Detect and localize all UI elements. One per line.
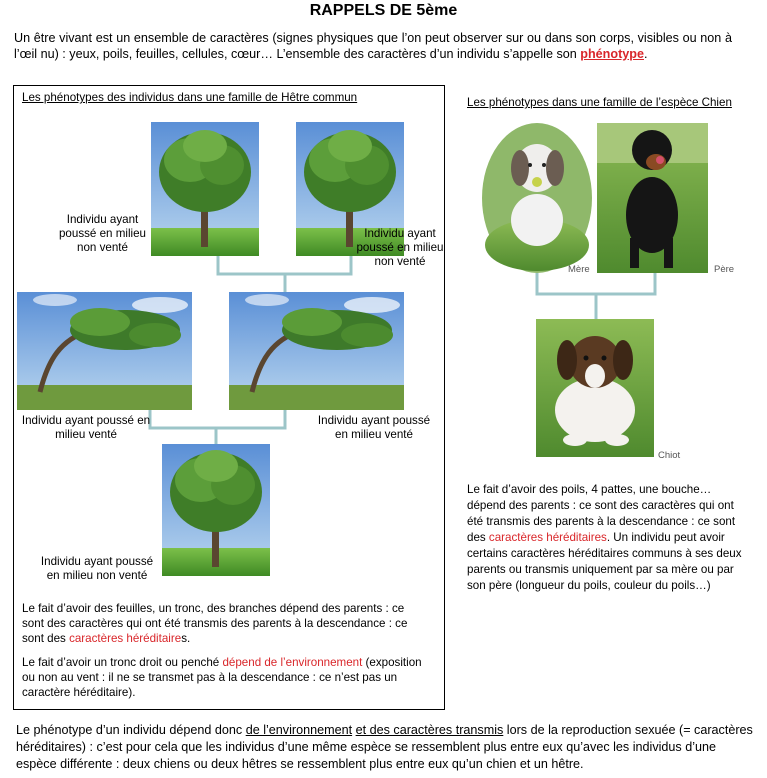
puppy-caption: Chiot — [658, 450, 681, 461]
label-child-tree: Individu ayant poussé en milieu non venté — [40, 555, 154, 582]
father-dog-image — [597, 123, 708, 273]
beech-panel-title: Les phénotypes des individus dans une famille de Hêtre commun — [22, 91, 358, 104]
label-straight-parent-right: Individu ayant poussé en milieu non venté — [356, 227, 444, 268]
dog-panel-title: Les phénotypes dans une famille de l’espèce Chien — [467, 96, 732, 109]
label-straight-parent-left: Individu ayant poussé en milieu non venté — [58, 213, 146, 254]
beech-note2-end: (exposition ou non au vent : il ne se transmet pas à la descendance : ce n’est pas un caractère héréditaire). — [22, 656, 422, 699]
beech-note2-keyword: dépend de l’environnement — [222, 656, 363, 669]
mother-dog-image — [482, 123, 592, 273]
straight-tree-image-1 — [151, 122, 259, 256]
conclusion-environment: de l’environnement — [245, 723, 353, 737]
conclusion-transmitted: et des caractères transmis — [355, 723, 504, 737]
conclusion-paragraph — [16, 722, 756, 773]
windswept-tree-image-1 — [17, 292, 192, 410]
beech-note1-keyword: caractères héréditaire — [69, 632, 182, 645]
conclusion-text-a: Le phénotype d’un individu dépend donc — [16, 723, 246, 737]
label-windswept-right: Individu ayant poussé en milieu venté — [317, 414, 431, 441]
page-title: RAPPELS DE 5ème — [309, 2, 458, 19]
father-caption: Père — [714, 264, 735, 275]
mother-caption: Mère — [568, 264, 590, 275]
beech-note-heredity — [22, 601, 422, 646]
dog-note — [467, 482, 747, 594]
beech-children-connector — [150, 410, 285, 444]
intro-text: Un être vivant est un ensemble de caractères (signes physiques que l’on peut observer sur ou dans son corps, visibles ou non à l’œil nu) : yeux, poils, feuilles, cellules, cœur… L’ensemble des caractères d’un individu s’appelle son — [14, 31, 732, 61]
dog-note-text: Le fait d’avoir des poils, 4 pattes, une bouche… dépend des parents : ce sont des caractères qui ont été transmis des parents à la descendance : ce sont des — [467, 483, 736, 544]
beech-parents-connector — [218, 256, 351, 292]
beech-note1-end: s. — [181, 632, 191, 645]
conclusion-text-b: lors de la reproduction sexuée (= caractères héréditaires) : c’est pour cela que les individus d’une même espèce se ressemblent plus entre eux qu’avec les individus d’une espèce différente : deux chiens ou deux hêtres se ressemblent plus entre eux qu’un chien et un hêtre. — [16, 723, 753, 771]
windswept-tree-image-2 — [229, 292, 404, 410]
label-windswept-left: Individu ayant poussé en milieu venté — [21, 414, 151, 441]
dog-parents-connector — [537, 273, 655, 320]
dog-note-keyword: caractères héréditaires — [488, 531, 607, 544]
beech-note1-text: Le fait d’avoir des feuilles, un tronc, des branches dépend des parents : ce sont des caractères qui ont été transmis des parents à la descendance : ce sont des — [22, 602, 408, 645]
intro-end: . — [643, 47, 648, 61]
phenotype-keyword: phénotype — [580, 47, 644, 61]
child-straight-tree-image — [162, 444, 270, 576]
dog-note-end: . Un individu peut avoir certains caractères héréditaires communs à ses deux parents ou transmis uniquement par sa mère ou par son père (longueur du poils, couleur du poils…) — [467, 531, 742, 592]
puppy-image — [536, 319, 654, 457]
beech-note2-text: Le fait d’avoir un tronc droit ou penché — [22, 656, 223, 669]
beech-note-environment — [22, 655, 434, 700]
